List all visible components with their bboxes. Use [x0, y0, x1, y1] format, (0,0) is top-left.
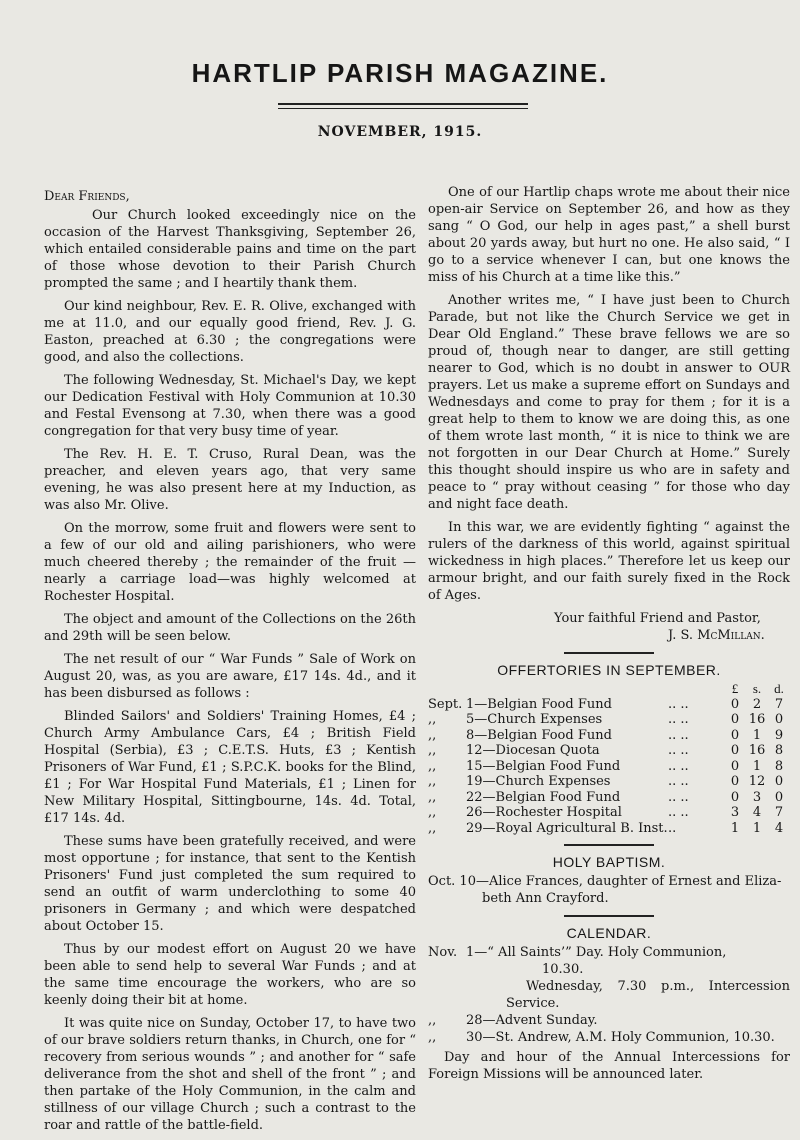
table-row [428, 805, 790, 821]
row-pence: 4 [774, 820, 784, 836]
letter-paragraph: The net result of our “ War Funds ” Sale of Work on August 20, was, as you are aware, £17 14s. 4d., and it has been disbursed as follows : [44, 652, 416, 701]
pence-header: d. [774, 681, 784, 696]
letter-paragraph: Our Church looked exceedingly nice on the occasion of the Harvest Thanksgiving, September 26, which entailed considerable pains and time on the part of those whose devotion to their Parish Church prompted the same ; and I heartily thank them. [44, 208, 416, 291]
row-pence: 7 [774, 696, 784, 712]
letter-paragraph: The Rev. H. E. T. Cruso, Rural Dean, was the preacher, and eleven years ago, that very same evening, he was also present here at my Induction, as was also Mr. Olive. [44, 447, 416, 513]
table-row [428, 697, 790, 713]
left-column [44, 188, 416, 1140]
row-pence: 8 [774, 758, 784, 774]
row-dots: .. .. [668, 758, 689, 774]
offertories-table [428, 681, 790, 836]
row-dots: .. [668, 820, 677, 836]
letter-paragraph: Blinded Sailors' and Soldiers' Training Homes, £4 ; Church Army Ambulance Cars, £4 ; British Field Hospital (Serbia), £3 ; C.E.T.S. Huts, £3 ; Kentish Prisoners of War Fund, £1 ; S.P.C.K. books for the Blind, £1 ; For War Hospital Fund Materials, £1 ; Linen for New Military Hospital, Sittingbourne, 14s. 4d. Total, £17 14s. 4d. [44, 709, 416, 826]
row-month: ,, [428, 820, 437, 836]
row-month: ,, [428, 789, 437, 805]
row-pence: 0 [774, 774, 784, 789]
issue-date: NOVEMBER, 1915. [317, 124, 483, 140]
row-shillings: 1 [752, 820, 762, 836]
row-pounds: 1 [730, 820, 740, 836]
row-pence: 0 [774, 712, 784, 727]
row-item: 8—Belgian Food Fund [466, 727, 612, 743]
table-row [428, 790, 790, 806]
letter-paragraph: Thus by our modest effort on August 20 we have been able to send help to several War Funds ; and at the same time encourage the workers, who are so keenly doing their bit at home. [44, 942, 416, 1008]
row-pence: 8 [774, 743, 784, 758]
row-month: Sept. [428, 696, 463, 712]
row-shillings: 4 [752, 805, 762, 820]
row-dots: .. .. [668, 743, 689, 758]
row-month: ,, [428, 774, 437, 789]
row-item: 5—Church Expenses [466, 712, 603, 727]
baptism-line-1: Oct. 10—Alice Frances, daughter of Ernest and Eliza- [428, 874, 782, 889]
letter-paragraph: These sums have been gratefully received, and were most opportune ; for instance, that sent to the Kentish Prisoners' Fund just completed the sum required to send an outfit of warm underclothing to some 40 prisoners in Germany ; and which were despatched about October 15. [44, 834, 416, 934]
letter-paragraph: Our kind neighbour, Rev. E. R. Olive, exchanged with me at 11.0, and our equally good friend, Rev. J. G. Easton, preached at 6.30 ; the congregations were good, and also the collections. [44, 299, 416, 365]
letter-paragraph: On the morrow, some fruit and flowers were sent to a few of our old and ailing parishioners, who were much cheered thereby ; the remainder of the fruit —nearly a carriage load—was highly welcomed at Rochester Hospital. [44, 521, 416, 604]
row-shillings: 2 [752, 696, 762, 712]
letter-paragraph: In this war, we are evidently fighting “ against the rulers of the darkness of this world, against spiritual wickedness in high places.” Therefore let us keep our armour bright, and our faith surely fixed in the Rock of Ages. [428, 520, 790, 603]
row-shillings: 1 [752, 758, 762, 774]
row-shillings: 12 [748, 774, 766, 789]
row-pounds: 0 [730, 712, 740, 727]
row-dots: .. .. [668, 696, 689, 712]
row-month: ,, [428, 743, 437, 758]
masthead-rule [278, 103, 528, 109]
baptism-title: HOLY BAPTISM. [552, 854, 666, 870]
table-row [428, 821, 790, 837]
section-divider [564, 844, 654, 846]
row-dots: .. .. [668, 774, 689, 789]
row-pence: 7 [774, 805, 784, 820]
table-row [428, 728, 790, 744]
row-dots: .. .. [668, 727, 689, 743]
letter-closing: Your faithful Friend and Pastor, [554, 611, 761, 626]
row-item: 26—Rochester Hospital [466, 805, 622, 820]
row-item: 12—Diocesan Quota [466, 743, 600, 758]
letter-paragraph: Another writes me, “ I have just been to Church Parade, but not like the Church Service we get in Dear Old England.” These brave fellows we are so proud of, though near to danger, are still getting nearer to God, which is no doubt in answer to OUR prayers. Let us make a supreme effort on Sundays and Wednesdays and come to pray for them ; for it is a great help to them to know we are doing this, as one of them wrote last month, “ it is nice to think we are not forgotten in our Dear Church at Home.” Surely this thought should inspire us who are in safety and peace to “ pray without ceasing ” for those who day and night face death. [428, 293, 790, 512]
row-month: ,, [428, 712, 437, 727]
row-shillings: 16 [748, 743, 766, 758]
row-pounds: 0 [730, 743, 740, 758]
section-divider [564, 652, 654, 654]
pounds-header: £ [731, 681, 739, 696]
letter-salutation: Dear Friends, [44, 189, 130, 204]
row-dots: .. .. [668, 789, 689, 805]
masthead-title: HARTLIP PARISH MAGAZINE. [191, 58, 609, 88]
row-item: 19—Church Expenses [466, 774, 611, 789]
calendar-note: Day and hour of the Annual Intercessions for Foreign Missions will be announced later. [428, 1050, 790, 1082]
right-column [428, 184, 790, 1089]
row-month: ,, [428, 727, 437, 743]
row-pounds: 0 [730, 758, 740, 774]
row-item: 29—Royal Agricultural B. Inst. [466, 820, 668, 836]
calendar-text: 1—“ All Saints’” Day. Holy Communion, [466, 945, 727, 960]
table-row [428, 774, 790, 790]
calendar-month: ,, [428, 1030, 437, 1045]
table-row [428, 712, 790, 728]
row-month: ,, [428, 758, 437, 774]
row-dots: .. .. [668, 712, 689, 727]
row-shillings: 1 [752, 727, 762, 743]
calendar-month: ,, [428, 1013, 437, 1028]
letter-paragraph: One of our Hartlip chaps wrote me about their nice open-air Service on September 26, and how as they sang “ O God, our help in ages past,” a shell burst about 20 yards away, but hurt no one. He also said, “ I go to a service whenever I can, but one knows the miss of his Church at a time like this.” [428, 185, 790, 285]
row-pounds: 0 [730, 727, 740, 743]
letter-paragraph: The object and amount of the Collections on the 26th and 29th will be seen below. [44, 612, 416, 644]
calendar-entry [428, 944, 790, 961]
row-pence: 0 [774, 789, 784, 805]
calendar-text: 28—Advent Sunday. [466, 1013, 598, 1028]
letter-signature: J. S. McMillan. [668, 628, 765, 643]
row-pounds: 0 [730, 789, 740, 805]
row-item: 22—Belgian Food Fund [466, 789, 621, 805]
offertories-header-row [428, 681, 790, 697]
letter-paragraph: It was quite nice on Sunday, October 17, to have two of our brave soldiers return thanks, in Church, one for “ recovery from serious wounds ” ; and another for “ safe deliverance from the shot and shell of the front ” ; and then partake of the Holy Communion, in the calm and stillness of our village Church ; such a contrast to the roar and rattle of the battle-field. [44, 1016, 416, 1133]
row-item: 1—Belgian Food Fund [466, 696, 612, 712]
row-shillings: 3 [752, 789, 762, 805]
calendar-month: Nov. [428, 945, 458, 960]
row-pounds: 0 [730, 696, 740, 712]
shillings-header: s. [752, 681, 762, 696]
baptism-line-2: beth Ann Crayford. [482, 891, 609, 906]
row-pence: 9 [774, 727, 784, 743]
table-row [428, 743, 790, 759]
letter-paragraph: The following Wednesday, St. Michael's Day, we kept our Dedication Festival with Holy Communion at 10.30 and Festal Evensong at 7.30, when there was a good congregation for that very busy time of year. [44, 373, 416, 439]
row-item: 15—Belgian Food Fund [466, 758, 621, 774]
calendar-entry [428, 1012, 790, 1029]
row-pounds: 3 [730, 805, 740, 820]
row-pounds: 0 [730, 774, 740, 789]
offertories-title: OFFERTORIES IN SEPTEMBER. [497, 662, 721, 678]
calendar-continuation: Wednesday, 7.30 p.m., Intercession Service. [506, 979, 790, 1011]
calendar-continuation: 10.30. [542, 962, 584, 977]
row-month: ,, [428, 805, 437, 820]
section-divider [564, 915, 654, 917]
calendar-text: 30—St. Andrew, A.M. Holy Communion, 10.30. [466, 1030, 775, 1045]
table-row [428, 759, 790, 775]
row-shillings: 16 [748, 712, 766, 727]
calendar-entry [428, 1029, 790, 1046]
baptism-entry [428, 873, 790, 907]
row-dots: .. .. [668, 805, 689, 820]
calendar-title: CALENDAR. [566, 925, 652, 941]
